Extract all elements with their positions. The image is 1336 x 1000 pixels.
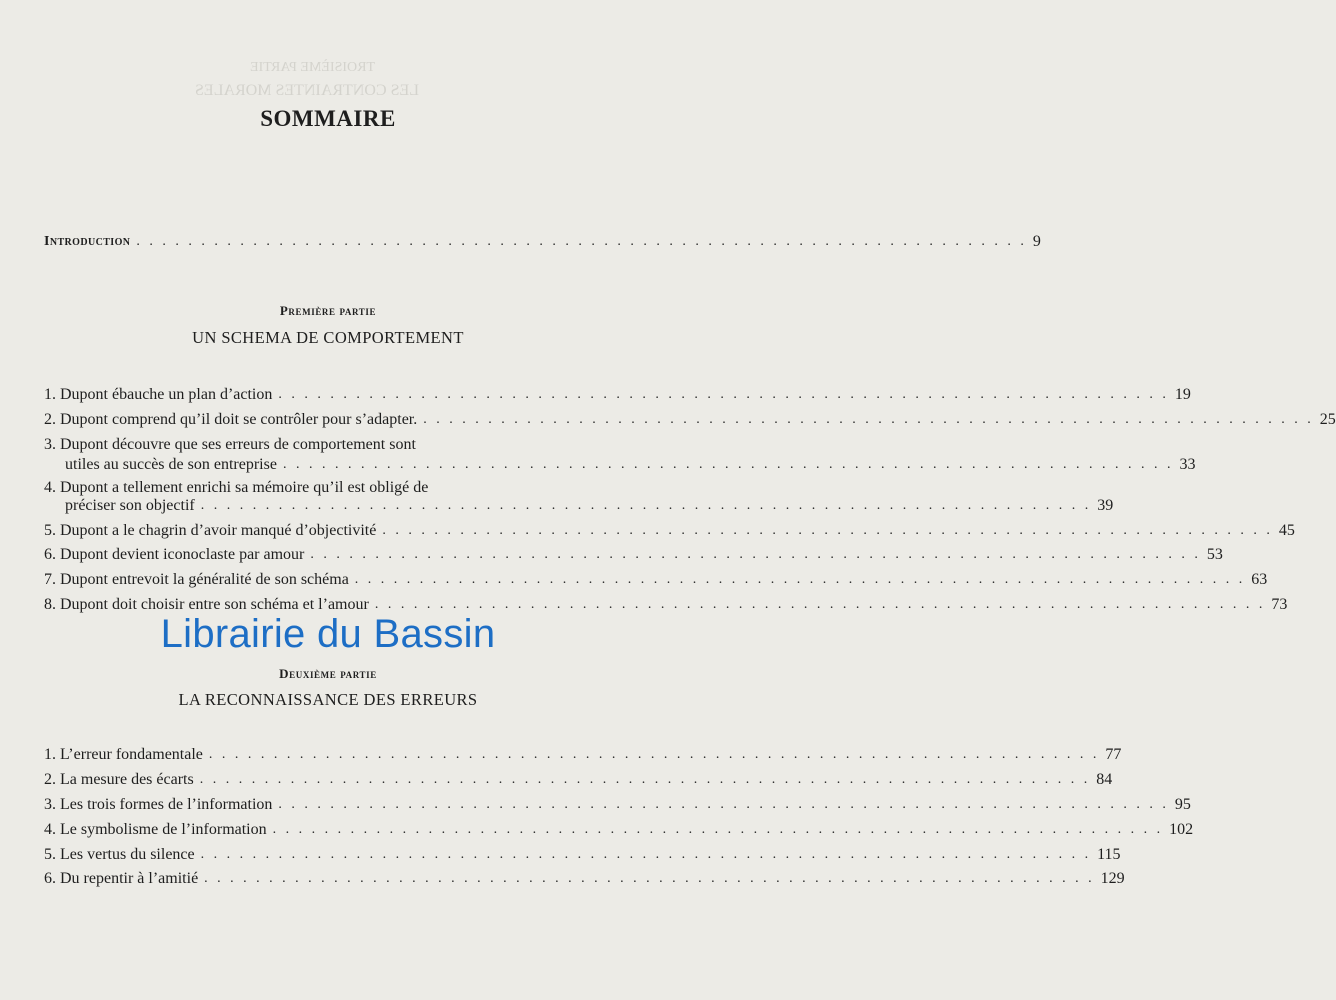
toc-entry-line2	[65, 496, 1114, 515]
toc-entry-label: 8. Dupont doit choisir entre son schéma et l’amour	[44, 596, 369, 613]
toc-entry-label: 5. Les vertus du silence	[44, 846, 195, 863]
leader-dots: . . . . . . . . . . . . . . . . . . . . . . . . . . . . . . . . . . . . . . . . . . . . . . . . . . . . . . . . . . . . . . . . . . . . .	[354, 572, 1246, 587]
bleed-through-text: LES CONTRAINTES MORALES	[195, 82, 420, 99]
toc-entry	[44, 385, 1191, 404]
toc-entry-page: 19	[1174, 386, 1191, 403]
toc-entry-page: 95	[1174, 796, 1191, 813]
toc-entry-label: 1. L’erreur fondamentale	[44, 746, 203, 763]
toc-entry-page: 84	[1096, 771, 1113, 788]
toc-entry-line1	[44, 478, 596, 497]
leader-dots: . . . . . . . . . . . . . . . . . . . . . . . . . . . . . . . . . . . . . . . . . . . . . . . . . . . . . . . . . . . . . . . . . . . . .	[208, 747, 1100, 762]
part-title: UN SCHEMA DE COMPORTEMENT	[192, 328, 464, 347]
toc-entry-label: 1. Dupont ébauche un plan d’action	[44, 386, 273, 403]
toc-entry-label: 3. Les trois formes de l’information	[44, 796, 273, 813]
toc-entry	[44, 820, 1194, 839]
toc-entry-label: 6. Du repentir à l’amitié	[44, 870, 199, 887]
part-label: Deuxième partie	[279, 666, 377, 681]
toc-entry-label: 4. Dupont a tellement enrichi sa mémoire qu’il est obligé de	[44, 479, 429, 496]
toc-entry-label: 7. Dupont entrevoit la généralité de son schéma	[44, 571, 349, 588]
toc-entry-label: 2. La mesure des écarts	[44, 771, 194, 788]
leader-dots: . . . . . . . . . . . . . . . . . . . . . . . . . . . . . . . . . . . . . . . . . . . . . . . . . . . . . . . . . . . . . . . . . . . . .	[278, 797, 1169, 812]
toc-entry-label: 3. Dupont découvre que ses erreurs de comportement sont	[44, 436, 416, 453]
toc-entry-label: Introduction	[44, 234, 131, 249]
toc-entry-page: 9	[1032, 233, 1041, 250]
toc-entry	[44, 545, 1223, 564]
toc-entry-page: 39	[1097, 497, 1114, 514]
leader-dots: . . . . . . . . . . . . . . . . . . . . . . . . . . . . . . . . . . . . . . . . . . . . . . . . . . . . . . . . . . . . . . . . . . . . .	[310, 547, 1201, 562]
leader-dots: . . . . . . . . . . . . . . . . . . . . . . . . . . . . . . . . . . . . . . . . . . . . . . . . . . . . . . . . . . . . . . . . . . . . .	[199, 772, 1091, 787]
toc-entry	[44, 521, 1295, 540]
toc-entry-line1	[44, 435, 596, 454]
leader-dots: . . . . . . . . . . . . . . . . . . . . . . . . . . . . . . . . . . . . . . . . . . . . . . . . . . . . . . . . . . . . . . . . . . . . .	[374, 597, 1266, 612]
toc-entry-page: 73	[1271, 596, 1288, 613]
watermark: Librairie du Bassin	[160, 612, 496, 656]
leader-dots: . . . . . . . . . . . . . . . . . . . . . . . . . . . . . . . . . . . . . . . . . . . . . . . . . . . . . . . . . . . . . . . . . . . . .	[272, 822, 1164, 837]
leader-dots: . . . . . . . . . . . . . . . . . . . . . . . . . . . . . . . . . . . . . . . . . . . . . . . . . . . . . . . . . . . . . . . . . . . . .	[423, 412, 1314, 427]
toc-entry	[44, 770, 1113, 789]
toc-entry-label: 4. Le symbolisme de l’information	[44, 821, 267, 838]
toc-entry-page: 129	[1100, 870, 1125, 887]
toc-entry-page: 45	[1278, 522, 1295, 539]
toc-entry-page: 25	[1319, 411, 1336, 428]
toc-entry-page: 33	[1179, 456, 1196, 473]
toc-entry-label: 6. Dupont devient iconoclaste par amour	[44, 546, 305, 563]
toc-entry-page: 115	[1097, 846, 1121, 863]
leader-dots: . . . . . . . . . . . . . . . . . . . . . . . . . . . . . . . . . . . . . . . . . . . . . . . . . . . . . . . . . . . . . . . . . . . . .	[200, 847, 1092, 862]
leader-dots: . . . . . . . . . . . . . . . . . . . . . . . . . . . . . . . . . . . . . . . . . . . . . . . . . . . . . . . . . . . . . . . . . . . . .	[200, 498, 1092, 513]
toc-entry-line2	[65, 455, 1196, 474]
bleed-through-text: TROISIÈME PARTIE	[250, 60, 376, 75]
toc-entry-label: 5. Dupont a le chagrin d’avoir manqué d’objectivité	[44, 522, 377, 539]
toc-entry-page: 102	[1169, 821, 1194, 838]
page-title: SOMMAIRE	[260, 106, 396, 131]
leader-dots: . . . . . . . . . . . . . . . . . . . . . . . . . . . . . . . . . . . . . . . . . . . . . . . . . . . . . . . . . . . . . . . . . . . . .	[204, 871, 1095, 886]
part-label: Première partie	[279, 303, 377, 318]
leader-dots: . . . . . . . . . . . . . . . . . . . . . . . . . . . . . . . . . . . . . . . . . . . . . . . . . . . . . . . . . . . . . . . . . . . . .	[382, 523, 1273, 538]
leader-dots: . . . . . . . . . . . . . . . . . . . . . . . . . . . . . . . . . . . . . . . . . . . . . . . . . . . . . . . . . . . . . . . . . . . . .	[278, 387, 1169, 402]
toc-entry-label: utiles au succès de son entreprise	[65, 456, 277, 473]
toc-entry	[44, 570, 1268, 589]
toc-entry-page: 63	[1251, 571, 1268, 588]
toc-entry-label: 2. Dupont comprend qu’il doit se contrôler pour s’adapter.	[44, 411, 418, 428]
toc-entry	[44, 745, 1122, 764]
leader-dots: . . . . . . . . . . . . . . . . . . . . . . . . . . . . . . . . . . . . . . . . . . . . . . . . . . . . . . . . . . . . . . . . . . . . .	[282, 457, 1174, 472]
toc-entry-label: préciser son objectif	[65, 497, 195, 514]
toc-entry	[44, 795, 1191, 814]
toc-entry-page: 53	[1206, 546, 1223, 563]
part-title: LA RECONNAISSANCE DES ERREURS	[178, 690, 478, 709]
toc-entry	[44, 869, 1125, 888]
toc-entry	[44, 845, 1121, 864]
leader-dots: . . . . . . . . . . . . . . . . . . . . . . . . . . . . . . . . . . . . . . . . . . . . . . . . . . . . . . . . . . . . . . . . . . . . .	[136, 234, 1027, 249]
toc-entry-introduction	[44, 232, 1041, 251]
toc-entry	[44, 410, 1336, 429]
toc-entry-page: 77	[1105, 746, 1122, 763]
